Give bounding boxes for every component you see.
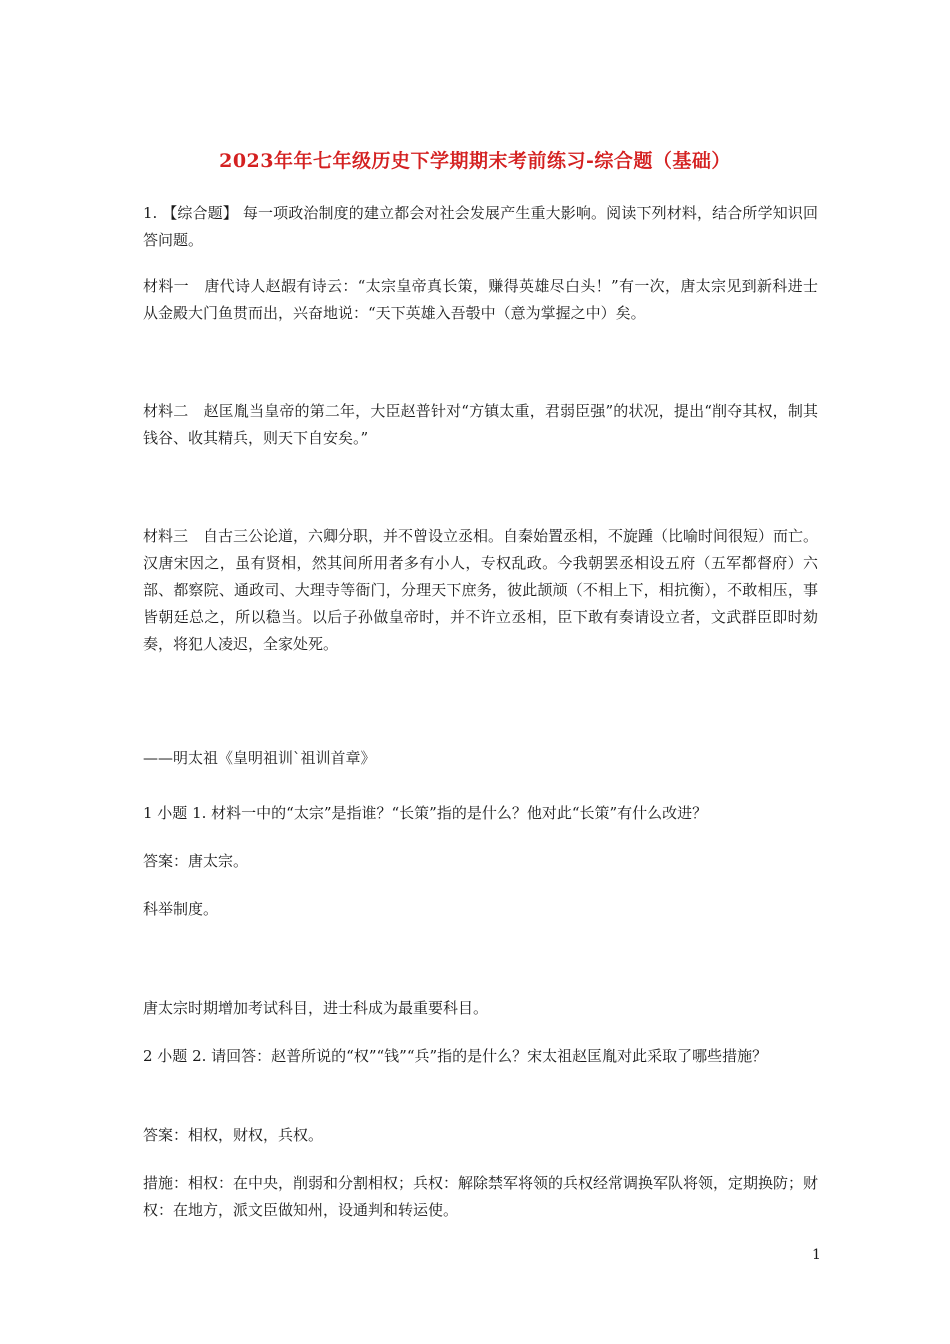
sub-question-2-answer: 答案：相权，财权，兵权。: [143, 1126, 324, 1144]
material-source: ——明太祖《皇明祖训`祖训首章》: [143, 749, 376, 767]
material-two: 材料二 赵匡胤当皇帝的第二年，大臣赵普针对“方镇太重，君弱臣强”的状况，提出“削夺其权，制其钱谷、收其精兵，则天下自安矣。”: [143, 402, 818, 447]
material-three: 材料三 自古三公论道，六卿分职，并不曾设立丞相。自秦始置丞相，不旋踵（比喻时间很短）而亡。汉唐宋因之，虽有贤相，然其间所用者多有小人，专权乱政。今我朝罢丞相设五府（五军都督府）六部、都察院、通政司、大理寺等衙门，分理天下庶务，彼此颉颃（不相上下，相抗衡），不敢相压，事皆朝廷总之，所以稳当。以后子孙做皇帝时，并不许立丞相，臣下敢有奏请设立者，文武群臣即时劾奏，将犯人凌迟，全家处死。: [143, 527, 819, 653]
sub-question-1: 1 小题 1. 材料一中的“太宗”是指谁？“长策”指的是什么？他对此“长策”有什么改进？: [143, 804, 708, 822]
sub-question-1-answer-2: 科举制度。: [143, 900, 219, 918]
sub-question-2: 2 小题 2. 请回答：赵普所说的“权”“钱”“兵”指的是什么？宋太祖赵匡胤对此采取了哪些措施？: [143, 1047, 768, 1065]
sub-question-1-answer: 答案：唐太宗。: [143, 852, 249, 870]
material-one: 材料一 唐代诗人赵嘏有诗云：“太宗皇帝真长策，赚得英雄尽白头！”有一次，唐太宗见到新科进士从金殿大门鱼贯而出，兴奋地说：“天下英雄入吾彀中（意为掌握之中）矣。: [143, 277, 818, 322]
sub-question-2-answer-2: 措施：相权：在中央，削弱和分割相权；兵权：解除禁军将领的兵权经常调换军队将领，定期换防；财权：在地方，派文臣做知州，设通判和转运使。: [143, 1174, 819, 1219]
sub-question-1-answer-3: 唐太宗时期增加考试科目，进士科成为最重要科目。: [143, 999, 489, 1017]
page-number: 1: [812, 1247, 821, 1263]
document-title: 2023年年七年级历史下学期期末考前练习-综合题（基础）: [219, 150, 731, 172]
question-intro: 1. 【综合题】 每一项政治制度的建立都会对社会发展产生重大影响。阅读下列材料，结合所学知识回答问题。: [143, 204, 818, 249]
